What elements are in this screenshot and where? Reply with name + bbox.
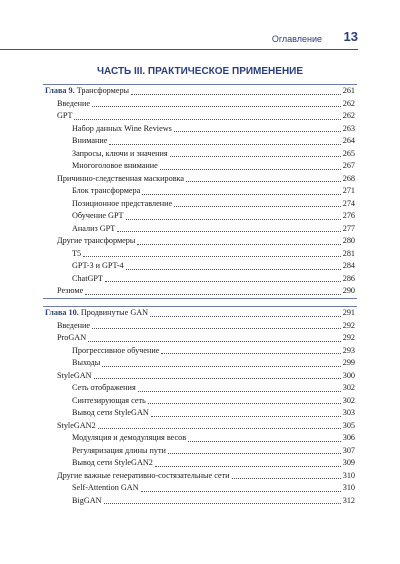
toc-entry-title <box>72 407 149 420</box>
toc-page-number: 276 <box>342 211 355 220</box>
toc-entry-text: Регуляризация длины пути <box>72 445 166 455</box>
toc-page-number: 303 <box>342 408 355 417</box>
toc-entry-text: Вывод сети StyleGAN2 <box>72 458 153 467</box>
toc-entry[interactable] <box>45 495 355 508</box>
toc-page-number: 265 <box>342 148 355 158</box>
dot-leader <box>232 477 341 479</box>
toc-page-number: 281 <box>342 248 355 258</box>
dot-leader <box>131 93 341 95</box>
toc-entry-text: StyleGAN2 <box>57 420 96 430</box>
toc-page-number: 290 <box>342 286 355 295</box>
toc-entry-text: Другие трансформеры <box>57 236 136 245</box>
toc-entry-text: Многоголовое внимание <box>72 161 158 170</box>
toc-entry-title <box>72 345 159 358</box>
toc-entry-text: BigGAN <box>72 495 102 505</box>
toc-entry-title <box>72 248 81 261</box>
toc-entry-title <box>72 395 146 408</box>
chapter-entry[interactable] <box>45 85 355 98</box>
dot-leader <box>117 230 341 232</box>
chapter9-rule-bottom <box>43 298 357 299</box>
toc-entry-text: Self-Attention GAN <box>72 483 139 492</box>
toc-entry[interactable] <box>45 395 355 408</box>
chapter10-toc <box>45 307 355 507</box>
toc-entry[interactable] <box>45 123 355 136</box>
toc-entry[interactable] <box>45 173 355 186</box>
toc-page-number: 312 <box>342 495 355 505</box>
toc-page-number: 262 <box>342 98 355 108</box>
dot-leader <box>188 440 341 442</box>
toc-entry-title <box>57 235 135 248</box>
toc-entry[interactable] <box>45 332 355 345</box>
toc-entry-text: Продвинутые GAN <box>78 308 149 317</box>
dot-leader <box>151 415 341 417</box>
toc-entry[interactable] <box>45 457 355 470</box>
toc-entry[interactable] <box>45 210 355 223</box>
toc-page-number: 284 <box>342 261 355 270</box>
dot-leader <box>104 502 341 504</box>
toc-entry-text: ProGAN <box>57 333 87 342</box>
toc-entry-text: Резюме <box>57 286 84 295</box>
dot-leader <box>160 168 341 170</box>
toc-page-number: 286 <box>342 273 355 283</box>
dot-leader <box>92 105 341 107</box>
toc-page-number: 302 <box>342 395 355 405</box>
toc-entry-title <box>72 135 107 148</box>
dot-leader <box>137 243 340 245</box>
toc-page-number: 300 <box>342 370 355 380</box>
toc-entry-title <box>72 185 140 198</box>
toc-entry[interactable] <box>45 235 355 248</box>
toc-entry-title <box>57 470 230 483</box>
dot-leader <box>148 402 341 404</box>
toc-entry-title <box>45 307 148 320</box>
dot-leader <box>174 130 341 132</box>
toc-entry[interactable] <box>45 445 355 458</box>
toc-entry-title <box>72 357 100 370</box>
dot-leader <box>161 352 340 354</box>
chapter9-toc <box>45 85 355 298</box>
toc-entry-title <box>57 98 90 111</box>
dot-leader <box>168 452 341 454</box>
toc-entry[interactable] <box>45 482 355 495</box>
toc-entry-title <box>57 173 184 186</box>
toc-page-number: 261 <box>342 86 355 95</box>
toc-page-number: 292 <box>342 333 355 342</box>
toc-entry[interactable] <box>45 320 355 333</box>
toc-entry-text: Блок трансформера <box>72 186 141 195</box>
toc-entry-title <box>57 320 90 333</box>
toc-entry-title <box>72 495 102 508</box>
toc-entry-text: Трансформеры <box>74 86 130 95</box>
toc-entry-title <box>57 332 86 345</box>
toc-entry-text: Запросы, ключи и значения <box>72 148 168 158</box>
toc-entry-title <box>72 445 166 458</box>
toc-entry-text: StyleGAN <box>57 370 92 380</box>
toc-entry-title <box>72 273 103 286</box>
toc-entry-title <box>57 285 83 298</box>
dot-leader <box>150 315 341 317</box>
toc-entry-text: Синтезирующая сеть <box>72 395 146 405</box>
toc-page-number: 293 <box>342 345 355 355</box>
toc-entry[interactable] <box>45 470 355 483</box>
toc-entry[interactable] <box>45 407 355 420</box>
toc-entry-text: GPT <box>57 111 73 120</box>
toc-page-number: 305 <box>342 420 355 430</box>
dot-leader <box>92 327 341 329</box>
toc-entry[interactable] <box>45 273 355 286</box>
toc-entry-text: Причинно-следственная маскировка <box>57 173 185 183</box>
dot-leader <box>74 118 340 120</box>
toc-entry[interactable] <box>45 110 355 123</box>
toc-entry[interactable] <box>45 260 355 273</box>
toc-entry-title <box>72 482 139 495</box>
toc-page-number: 280 <box>342 236 355 245</box>
dot-leader <box>83 255 341 257</box>
toc-page-number: 271 <box>342 186 355 195</box>
toc-entry[interactable] <box>45 285 355 298</box>
toc-entry[interactable] <box>45 382 355 395</box>
dot-leader <box>174 205 341 207</box>
toc-entry-title <box>45 85 129 98</box>
toc-entry[interactable] <box>45 370 355 383</box>
dot-leader <box>109 143 340 145</box>
toc-entry-title <box>72 210 124 223</box>
toc-entry-text: T5 <box>72 248 82 258</box>
chapter-number: Глава 9. <box>45 86 75 95</box>
toc-entry[interactable] <box>45 345 355 358</box>
toc-entry-text: Обучение GPT <box>72 211 124 220</box>
dot-leader <box>126 268 341 270</box>
dot-leader <box>85 293 340 295</box>
toc-entry-title <box>72 148 168 161</box>
dot-leader <box>98 427 341 429</box>
part-title: ЧАСТЬ III. ПРАКТИЧЕСКОЕ ПРИМЕНЕНИЕ <box>96 66 304 77</box>
dot-leader <box>102 365 340 367</box>
toc-entry-title <box>72 260 124 273</box>
dot-leader <box>94 377 341 379</box>
toc-entry[interactable] <box>45 185 355 198</box>
toc-entry-title <box>72 223 115 236</box>
toc-entry[interactable] <box>45 223 355 236</box>
toc-entry[interactable] <box>45 357 355 370</box>
toc-entry-title <box>72 160 158 173</box>
header-title: Оглавление <box>271 34 322 44</box>
toc-entry-title <box>72 432 186 445</box>
toc-entry-text: Модуляция и демодуляция весов <box>72 433 187 442</box>
toc-entry-text: Другие важные генеративно-состязательные сети <box>57 470 230 480</box>
toc-page-number: 274 <box>342 198 355 208</box>
toc-entry-text: Вывод сети StyleGAN <box>72 408 149 417</box>
dot-leader <box>186 180 341 182</box>
toc-entry-text: Прогрессивное обучение <box>72 345 160 355</box>
toc-page-number: 299 <box>342 358 355 367</box>
toc-entry-text: Введение <box>57 98 91 108</box>
toc-entry-text: Внимание <box>72 136 108 145</box>
toc-entry[interactable] <box>45 135 355 148</box>
toc-page-number: 307 <box>342 445 355 455</box>
toc-page-number: 264 <box>342 136 355 145</box>
toc-entry[interactable] <box>45 432 355 445</box>
toc-entry-title <box>57 110 72 123</box>
toc-page-number: 309 <box>342 458 355 467</box>
toc-entry-text: Набор данных Wine Reviews <box>72 123 172 133</box>
toc-entry-title <box>57 370 92 383</box>
toc-entry[interactable] <box>45 160 355 173</box>
dot-leader <box>142 193 340 195</box>
dot-leader <box>141 490 341 492</box>
toc-entry[interactable] <box>45 98 355 111</box>
toc-page-number: 267 <box>342 161 355 170</box>
toc-entry-text: Выходы <box>72 358 101 367</box>
dot-leader <box>105 280 341 282</box>
toc-entry[interactable] <box>45 248 355 261</box>
dot-leader <box>170 155 341 157</box>
dot-leader <box>138 390 341 392</box>
toc-page-number: 263 <box>342 123 355 133</box>
toc-entry-title <box>72 198 172 211</box>
toc-page-number: 291 <box>342 308 355 317</box>
toc-page-number: 262 <box>342 111 355 120</box>
toc-page-number: 277 <box>342 223 355 233</box>
toc-entry-text: Сеть отображения <box>72 383 136 392</box>
page-number: 13 <box>343 29 358 44</box>
toc-entry-text: Введение <box>57 320 91 330</box>
toc-entry-title <box>57 420 96 433</box>
dot-leader <box>155 465 341 467</box>
toc-page-number: 310 <box>342 483 355 492</box>
toc-entry-text: ChatGPT <box>72 273 103 283</box>
toc-page-number: 310 <box>342 470 355 480</box>
toc-entry[interactable] <box>45 198 355 211</box>
toc-entry[interactable] <box>45 148 355 161</box>
toc-entry-text: GPT-3 и GPT-4 <box>72 261 124 270</box>
dot-leader <box>88 340 341 342</box>
dot-leader <box>126 218 341 220</box>
toc-page-number: 292 <box>342 320 355 330</box>
toc-entry-text: Анализ GPT <box>72 223 116 233</box>
toc-entry-title <box>72 123 172 136</box>
chapter-number: Глава 10. <box>45 308 79 317</box>
toc-page-number: 306 <box>342 433 355 442</box>
header-rule <box>0 49 358 50</box>
toc-page-number: 268 <box>342 173 355 183</box>
toc-entry-text: Позиционное представление <box>72 198 173 208</box>
chapter-entry[interactable] <box>45 307 355 320</box>
toc-entry-title <box>72 457 153 470</box>
toc-entry[interactable] <box>45 420 355 433</box>
toc-page-number: 302 <box>342 383 355 392</box>
toc-entry-title <box>72 382 136 395</box>
